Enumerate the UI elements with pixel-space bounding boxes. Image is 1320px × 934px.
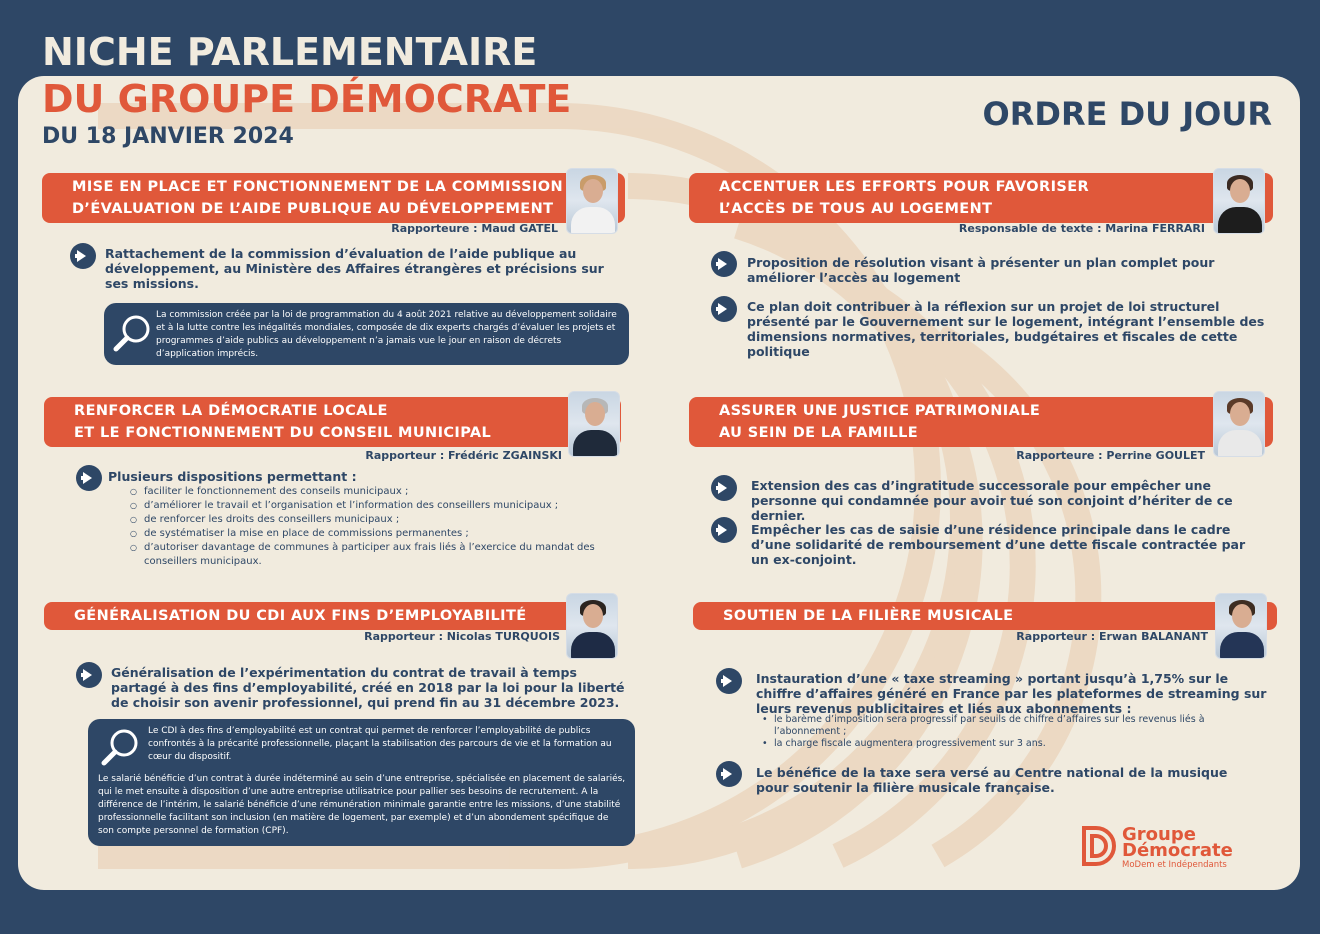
groupe-democrate-logo <box>1080 824 1250 872</box>
item-2-point-1: Proposition de résolution visant à présenter un plan complet pour améliorer l’accès au logement <box>747 255 1215 285</box>
item-3-bullets <box>130 485 630 569</box>
arrow-icon <box>70 243 96 269</box>
list-item: ○ faciliter le fonctionnement des conseils municipaux ; <box>130 485 630 499</box>
item-3-lead: Plusieurs dispositions permettant : <box>108 469 357 484</box>
item-4-rapporteur-photo <box>1213 391 1265 457</box>
arrow-icon <box>711 296 737 322</box>
arrow-icon <box>716 668 742 694</box>
item-4-title-line2: AU SEIN DE LA FAMILLE <box>719 425 919 441</box>
item-2-title-line1: ACCENTUER LES EFFORTS POUR FAVORISER <box>719 179 1090 195</box>
item-6-title-line1: SOUTIEN DE LA FILIÈRE MUSICALE <box>723 608 1014 624</box>
item-1-note <box>104 303 629 365</box>
item-1-title-line1: MISE EN PLACE ET FONCTIONNEMENT DE LA COMMISSION <box>72 179 564 195</box>
item-4-title-line1: ASSURER UNE JUSTICE PATRIMONIALE <box>719 403 1041 419</box>
item-2-rapporteur-photo <box>1213 168 1265 234</box>
logo-line1: Groupe <box>1122 824 1196 845</box>
item-6-rapporteur: Rapporteur : Erwan BALANANT <box>1016 630 1208 643</box>
arrow-icon <box>76 662 102 688</box>
item-1-rapporteur-photo <box>566 168 618 234</box>
item-2-title-band <box>689 173 1273 223</box>
item-4-point-1: Extension des cas d’ingratitude successorale pour empêcher une personne qui condamnée pour avoir tué son conjoint d’hériter de ce dernier. <box>751 478 1233 523</box>
item-5-note <box>88 719 635 846</box>
item-6-point-2: Le bénéfice de la taxe sera versé au Centre national de la musique pour soutenir la filière musicale française. <box>756 765 1228 795</box>
item-3-title-band <box>44 397 621 447</box>
item-4-point-2: Empêcher les cas de saisie d’une résidence principale dans le cadre d’une solidarité de remboursement d’une dette fiscale contractée par un ex-conjoint. <box>751 522 1246 567</box>
list-item: ○ d’améliorer le travail et l’organisation et l’information des conseillers municipaux ; <box>130 499 630 513</box>
item-3-rapporteur: Rapporteur : Frédéric ZGAINSKI <box>365 449 562 462</box>
item-5-rapporteur-photo <box>566 593 618 659</box>
item-5-note-text-2: Le salarié bénéficie d’un contrat à durée indéterminé au sein d’une entreprise, spécialisée en placement de salariés, qui le met ensuite à disposition d’une autre entreprise utilisatrice pour pallier ses besoins de recrutement. A la différence de l’intérim, le salarié bénéficie d’une rémunération minimale garantie entre les missions, d’une stabilité professionnelle facilitant son inclusion (en matière de logement, par exemple) et d’un abondement spécifique de son compte personnel de formation (CPF). <box>98 774 626 836</box>
arrow-icon <box>711 475 737 501</box>
list-item: ○ de systématiser la mise en place de commissions permanentes ; <box>130 527 630 541</box>
arrow-icon <box>711 251 737 277</box>
magnifier-icon <box>98 725 144 771</box>
item-1-rapporteur: Rapporteure : Maud GATEL <box>391 222 558 235</box>
item-5-point-1: Généralisation de l’expérimentation du contrat de travail à temps partagé à des fins d’employabilité, créé en 2018 par la loi pour la liberté de choisir son avenir professionnel, qui prend fin au 31 décembre 2023. <box>111 665 625 710</box>
item-2-point-2: Ce plan doit contribuer à la réflexion sur un projet de loi structurel présenté par le Gouvernement sur le logement, intégrant l’ensemble des dimensions normatives, territoriales, budgétaires et fiscales de cette politique <box>747 299 1265 359</box>
item-6-bullets <box>760 714 1260 750</box>
item-5-note-text: Le CDI à des fins d’employabilité est un contrat qui permet de renforcer l’employabilité de publics confrontés à la précarité professionnelle, plaçant la stabilisation des parcours de vie et la formation au cœur du dispositif. <box>148 726 612 762</box>
list-item: • la charge fiscale augmentera progressivement sur 3 ans. <box>760 738 1260 750</box>
session-date: DU 18 JANVIER 2024 <box>42 124 294 149</box>
logo-line3: MoDem et Indépendants <box>1122 860 1227 870</box>
item-1-note-text: La commission créée par la loi de programmation du 4 août 2021 relative au développement solidaire et à la lutte contre les inégalités mondiales, composée de dix experts chargés d’évaluer les projets et programmes d’aide publics au développement n’a jamais vue le jour en raison de décrets d’application imprécis. <box>156 310 617 359</box>
item-4-title-band <box>689 397 1273 447</box>
item-2-title-line2: L’ACCÈS DE TOUS AU LOGEMENT <box>719 201 993 217</box>
item-1-title-line2: D’ÉVALUATION DE L’AIDE PUBLIQUE AU DÉVELOPPEMENT <box>72 201 554 217</box>
page-subtitle: DU GROUPE DÉMOCRATE <box>42 77 572 121</box>
item-5-rapporteur: Rapporteur : Nicolas TURQUOIS <box>364 630 560 643</box>
page-title: NICHE PARLEMENTAIRE <box>42 30 538 74</box>
list-item: • le barème d’imposition sera progressif par seuils de chiffre d’affaires sur les revenus liés à l’abonnement ; <box>760 714 1260 738</box>
logo-line2: Démocrate <box>1122 840 1233 861</box>
magnifier-icon <box>110 311 156 357</box>
item-5-title-line1: GÉNÉRALISATION DU CDI AUX FINS D’EMPLOYABILITÉ <box>74 608 527 624</box>
item-1-point-1: Rattachement de la commission d’évaluation de l’aide publique au développement, au Ministère des Affaires étrangères et précisions sur ses missions. <box>105 246 604 291</box>
arrow-icon <box>76 465 102 491</box>
item-3-title-line1: RENFORCER LA DÉMOCRATIE LOCALE <box>74 403 388 419</box>
arrow-icon <box>716 761 742 787</box>
agenda-heading: ORDRE DU JOUR <box>982 95 1272 133</box>
item-1-title-band <box>42 173 625 223</box>
list-item: ○ d’autoriser davantage de communes à participer aux frais liés à l’exercice du mandat des conseillers municipaux. <box>130 541 630 569</box>
item-4-rapporteur: Rapporteure : Perrine GOULET <box>1016 449 1205 462</box>
item-3-title-line2: ET LE FONCTIONNEMENT DU CONSEIL MUNICIPAL <box>74 425 492 441</box>
item-6-point-1: Instauration d’une « taxe streaming » portant jusqu’à 1,75% sur le chiffre d’affaires généré en France par les plateformes de streaming sur leurs revenus publicitaires et liés aux abonnements : <box>756 671 1267 716</box>
item-6-title-band <box>693 602 1277 630</box>
list-item: ○ de renforcer les droits des conseillers municipaux ; <box>130 513 630 527</box>
arrow-icon <box>711 517 737 543</box>
item-2-rapporteur: Responsable de texte : Marina FERRARI <box>958 222 1205 235</box>
item-6-rapporteur-photo <box>1215 593 1267 659</box>
item-5-title-band <box>44 602 618 630</box>
item-3-rapporteur-photo <box>568 391 620 457</box>
logo-icon <box>1080 824 1120 868</box>
